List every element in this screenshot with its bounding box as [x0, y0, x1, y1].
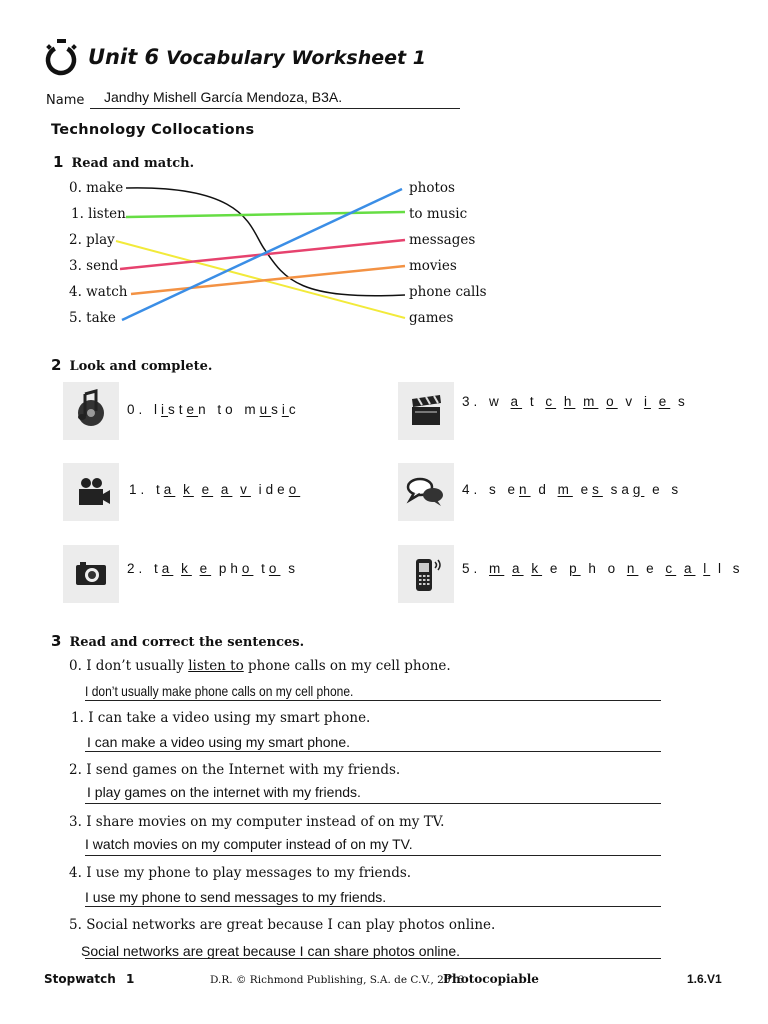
- footer-copyright: D.R. © Richmond Publishing, S.A. de C.V., 2016: [210, 974, 464, 986]
- video-camera-icon: [63, 463, 119, 521]
- title-rest: Vocabulary Worksheet 1: [166, 47, 426, 69]
- item-number: 0.: [127, 402, 147, 417]
- spelling-item-5: [462, 561, 743, 576]
- footer-brand: [44, 972, 134, 986]
- music-note-icon: [63, 382, 119, 440]
- letters: [194, 482, 202, 497]
- letters: [192, 561, 200, 576]
- letters: h o: [580, 561, 627, 576]
- answer-line: [85, 700, 661, 701]
- filled-letter[interactable]: k: [531, 561, 543, 576]
- sentence-text: phone calls on my cell phone.: [243, 658, 451, 674]
- filled-letter[interactable]: l: [703, 561, 711, 576]
- filled-letter[interactable]: o: [288, 482, 301, 497]
- sentence-5: [69, 917, 495, 933]
- letters: s: [271, 402, 282, 417]
- letters: t: [156, 482, 164, 497]
- filled-letter[interactable]: i: [161, 402, 169, 417]
- spelling-item-3: [462, 394, 689, 409]
- item-number: 2.: [127, 561, 147, 576]
- filled-letter[interactable]: e: [201, 482, 214, 497]
- item-number: 2.: [69, 762, 82, 778]
- underlined-phrase: listen to: [188, 658, 244, 674]
- sentence-4: [69, 865, 411, 881]
- letters: e: [542, 561, 570, 576]
- item-number: 3.: [462, 394, 482, 409]
- exercise1-number: 1: [53, 153, 64, 171]
- exercise3-number: 3: [51, 632, 62, 650]
- letters: [556, 394, 564, 409]
- item-number: 1.: [129, 482, 149, 497]
- sentence-0: [69, 658, 451, 674]
- filled-letter[interactable]: c: [545, 394, 557, 409]
- filled-letter[interactable]: h: [563, 394, 576, 409]
- answer-line: [85, 751, 661, 752]
- letters: d: [530, 482, 558, 497]
- letters: [676, 561, 684, 576]
- filled-letter[interactable]: a: [220, 482, 233, 497]
- filled-letter[interactable]: a: [161, 561, 174, 576]
- left-word-1: 1. listen: [71, 206, 126, 222]
- filled-letter[interactable]: i: [643, 394, 651, 409]
- item-number: 1.: [71, 710, 84, 726]
- filled-letter[interactable]: p: [569, 561, 581, 576]
- filled-letter[interactable]: v: [240, 482, 251, 497]
- letters: s: [280, 561, 299, 576]
- letters: ide: [250, 482, 289, 497]
- sentence-text: I send games on the Internet with my friends.: [86, 762, 401, 778]
- title-unit: Unit 6: [88, 45, 160, 69]
- letters: [504, 561, 512, 576]
- answer-line: [85, 906, 661, 907]
- exercise2-number: 2: [51, 356, 62, 374]
- right-word-3: movies: [409, 258, 457, 274]
- filled-letter[interactable]: a: [683, 561, 696, 576]
- answer-5[interactable]: Social networks are great because I can share photos online.: [81, 943, 461, 959]
- match-line-watch: [131, 266, 405, 294]
- letters: e: [572, 482, 593, 497]
- speech-bubbles-icon: [398, 463, 454, 521]
- footer-code: 1.6.V1: [687, 972, 722, 986]
- filled-letter[interactable]: o: [241, 561, 254, 576]
- right-word-4: phone calls: [409, 284, 487, 300]
- letters: [175, 482, 183, 497]
- filled-letter[interactable]: k: [183, 482, 194, 497]
- left-word-0: 0. make: [69, 180, 124, 196]
- spelling-item-1: [129, 482, 300, 497]
- letters: [598, 394, 606, 409]
- answer-line: [85, 803, 661, 804]
- filled-letter[interactable]: m: [489, 561, 505, 576]
- section-heading: Technology Collocations: [51, 122, 255, 138]
- letters: c: [288, 402, 300, 417]
- filled-letter[interactable]: m: [583, 394, 599, 409]
- answer-line: [85, 855, 661, 856]
- brand-name: Stopwatch: [44, 972, 116, 986]
- right-word-0: photos: [409, 180, 455, 196]
- sentence-3: [69, 814, 444, 830]
- right-word-1: to music: [409, 206, 468, 222]
- footer-photocopiable: Photocopiable: [443, 972, 539, 986]
- exercise2-title: [51, 356, 212, 374]
- sentence-text: I can take a video using my smart phone.: [88, 710, 371, 726]
- letters: [213, 482, 221, 497]
- exercise2-instruction: Look and complete.: [69, 359, 213, 374]
- cell-phone-icon: [398, 545, 454, 603]
- filled-letter[interactable]: a: [512, 561, 524, 576]
- sentence-text: I use my phone to play messages to my friends.: [86, 865, 412, 881]
- clapperboard-icon: [398, 382, 454, 440]
- letters: t: [253, 561, 269, 576]
- answer-1[interactable]: I can make a video using my smart phone.: [87, 734, 351, 750]
- filled-letter[interactable]: n: [519, 482, 531, 497]
- letters: ph: [211, 561, 242, 576]
- filled-letter[interactable]: k: [181, 561, 192, 576]
- answer-3[interactable]: I watch movies on my computer instead of on my TV.: [85, 836, 413, 852]
- letters: l: [154, 402, 162, 417]
- letters: sa: [602, 482, 633, 497]
- camera-icon: [63, 545, 119, 603]
- letters: n to m: [198, 402, 260, 417]
- spelling-item-4: [462, 482, 682, 497]
- name-label: Name: [46, 93, 85, 108]
- filled-letter[interactable]: u: [259, 402, 272, 417]
- match-line-listen: [126, 212, 405, 217]
- letters: [575, 394, 583, 409]
- filled-letter[interactable]: i: [281, 402, 289, 417]
- letters: e: [638, 561, 666, 576]
- sentence-text: Social networks are great because I can play photos online.: [86, 917, 496, 933]
- left-word-3: 3. send: [69, 258, 119, 274]
- spelling-item-2: [127, 561, 299, 576]
- filled-letter[interactable]: a: [163, 482, 176, 497]
- filled-letter[interactable]: e: [186, 402, 199, 417]
- item-number: 5.: [462, 561, 482, 576]
- match-lines: [0, 0, 768, 340]
- sentence-2: [69, 762, 400, 778]
- letters: [173, 561, 181, 576]
- answer-4[interactable]: I use my phone to send messages to my friends.: [85, 889, 387, 905]
- filled-letter[interactable]: c: [665, 561, 677, 576]
- answer-2[interactable]: I play games on the internet with my friends.: [87, 784, 361, 800]
- left-word-2: 2. play: [69, 232, 115, 248]
- exercise1-instruction: Read and match.: [71, 156, 195, 171]
- answer-line: [85, 958, 661, 959]
- filled-letter[interactable]: m: [557, 482, 573, 497]
- sentence-1: [71, 710, 370, 726]
- letters: l s: [710, 561, 744, 576]
- filled-letter[interactable]: s: [592, 482, 603, 497]
- filled-letter[interactable]: e: [199, 561, 212, 576]
- answer-0[interactable]: I don’t usually make phone calls on my cell phone.: [85, 683, 354, 699]
- spelling-item-0: [127, 402, 300, 417]
- filled-letter[interactable]: e: [658, 394, 671, 409]
- brand-level: 1: [125, 972, 135, 986]
- letters: t: [522, 394, 538, 409]
- filled-letter[interactable]: n: [626, 561, 639, 576]
- exercise3-instruction: Read and correct the sentences.: [69, 635, 305, 650]
- filled-letter[interactable]: o: [606, 394, 618, 409]
- item-number: 3.: [69, 814, 82, 830]
- letters: s e: [489, 482, 520, 497]
- name-value[interactable]: Jandhy Mishell García Mendoza, B3A.: [104, 89, 343, 105]
- item-number: 0.: [69, 658, 82, 674]
- item-number: 4.: [462, 482, 482, 497]
- letters: [651, 394, 659, 409]
- sentence-text: I share movies on my computer instead of on my TV.: [86, 814, 445, 830]
- filled-letter[interactable]: o: [268, 561, 281, 576]
- filled-letter[interactable]: g: [632, 482, 645, 497]
- match-line-play: [116, 241, 405, 318]
- sentence-text: I don’t usually: [86, 658, 189, 674]
- letters: st: [168, 402, 187, 417]
- exercise3-title: [51, 632, 304, 650]
- letters: [232, 482, 240, 497]
- letters: w: [489, 394, 503, 409]
- letters: e s: [644, 482, 683, 497]
- letters: v: [617, 394, 637, 409]
- item-number: 4.: [69, 865, 82, 881]
- letters: t: [154, 561, 162, 576]
- filled-letter[interactable]: a: [510, 394, 523, 409]
- right-word-2: messages: [409, 232, 476, 248]
- left-word-5: 5. take: [69, 310, 116, 326]
- left-word-4: 4. watch: [69, 284, 128, 300]
- right-word-5: games: [409, 310, 454, 326]
- letters: s: [670, 394, 689, 409]
- item-number: 5.: [69, 917, 82, 933]
